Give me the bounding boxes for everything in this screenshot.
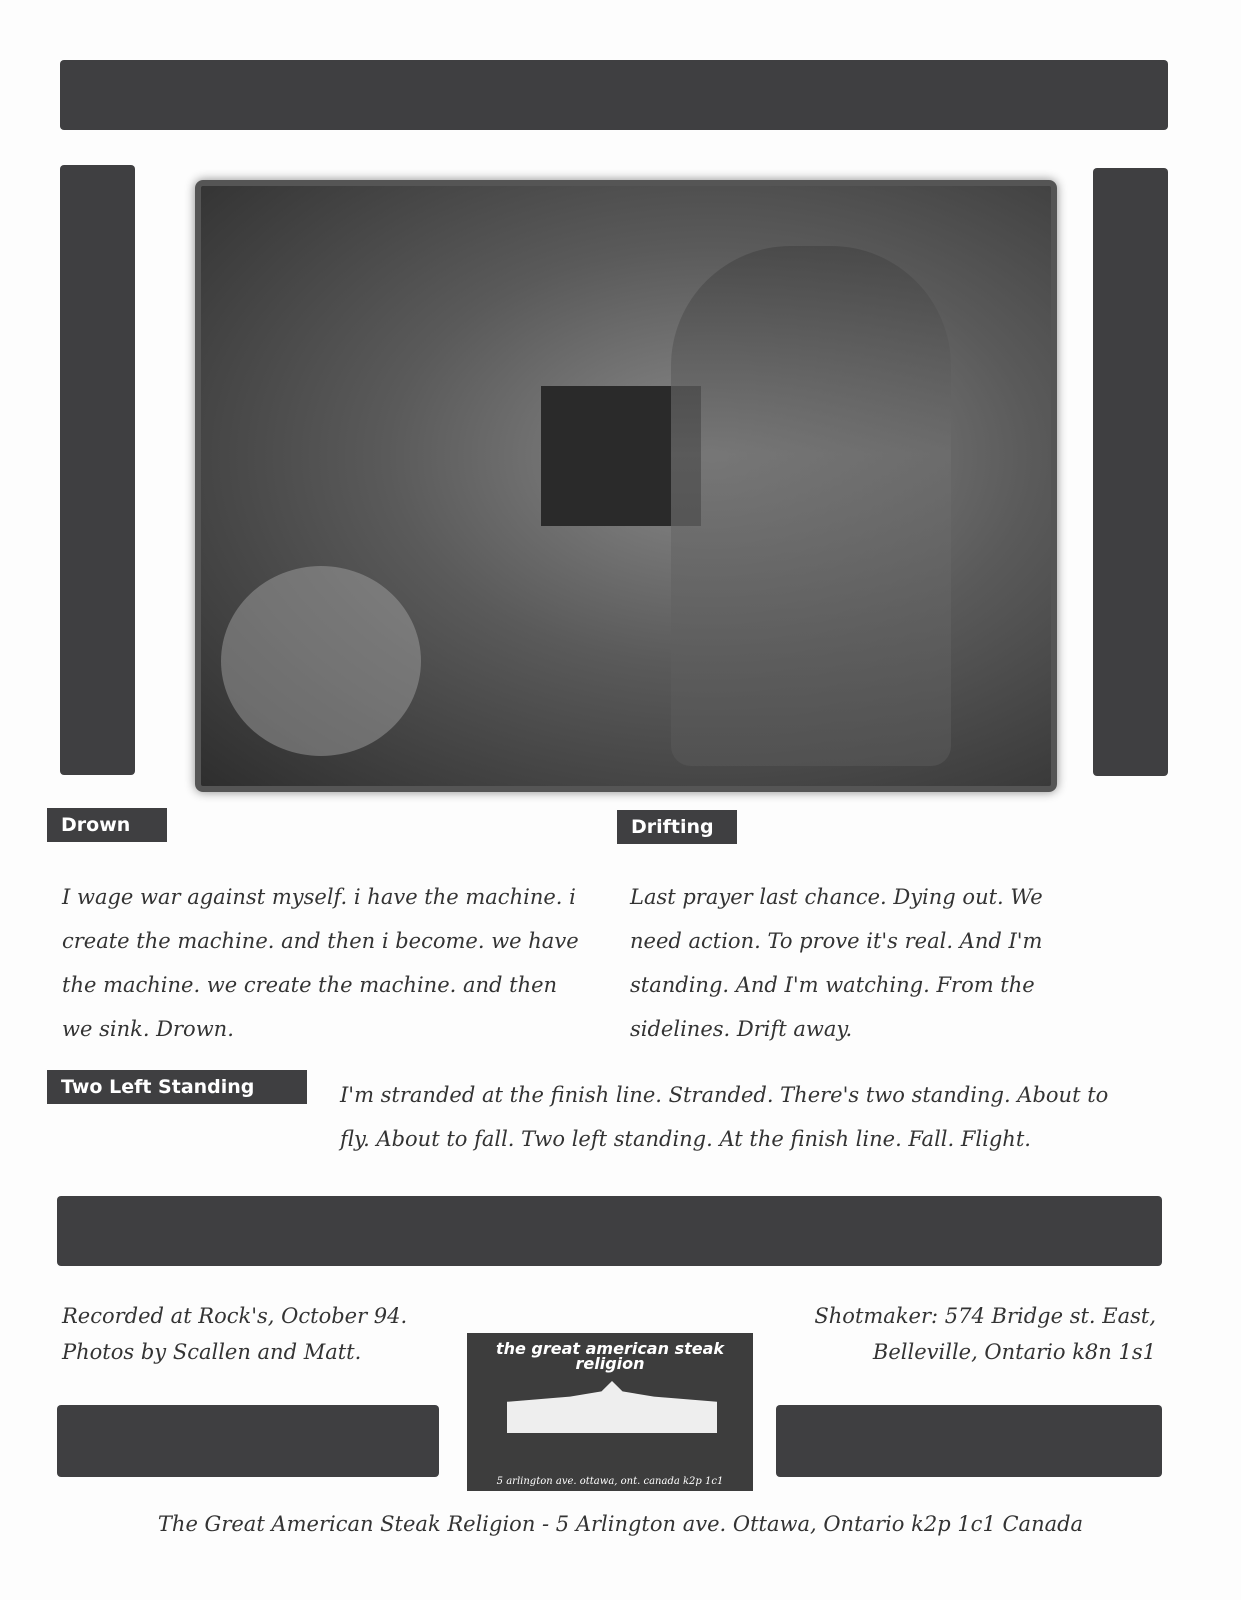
recording-credits bbox=[62, 1298, 407, 1370]
song-title-drown: Drown bbox=[47, 808, 167, 842]
bottom-right-bar bbox=[776, 1405, 1162, 1477]
lyrics-drifting: Last prayer last chance. Dying out. We need action. To prove it's real. And I'm standing. And I'm watching. From the sidelines. Drift away. bbox=[630, 885, 1043, 1041]
recorded-at: Recorded at Rock's, October 94. bbox=[62, 1304, 408, 1328]
song-title-drifting: Drifting bbox=[617, 810, 737, 844]
logo-address: 5 arlington ave. ottawa, ont. canada k2p 1c1 bbox=[496, 1476, 724, 1487]
photos-by: Photos by Scallen and Matt. bbox=[62, 1340, 362, 1364]
label-address bbox=[814, 1298, 1156, 1370]
top-bar bbox=[60, 60, 1168, 130]
logo-title: the great american steak religion bbox=[495, 1339, 725, 1373]
lyrics-drown: I wage war against myself. i have the machine. i create the machine. and then i become. we have the machine. we create the machine. and then we sink. Drown. bbox=[62, 885, 579, 1041]
right-side-bar bbox=[1093, 168, 1168, 776]
lyrics-two-left-standing: I'm stranded at the finish line. Stranded. There's two standing. About to fly. About to fall. Two left standing. At the finish line. Fall. Flight. bbox=[340, 1083, 1109, 1151]
left-side-bar bbox=[60, 165, 135, 775]
footer-address: The Great American Steak Religion - 5 Arlington ave. Ottawa, Ontario k2p 1c1 Canada bbox=[157, 1512, 1084, 1536]
song-title-two-left-standing: Two Left Standing bbox=[47, 1070, 307, 1104]
bottom-left-bar bbox=[57, 1405, 439, 1477]
middle-bar bbox=[57, 1196, 1162, 1266]
band-photo bbox=[195, 180, 1057, 792]
band-logo bbox=[467, 1333, 753, 1491]
label-address-line1: Shotmaker: 574 Bridge st. East, bbox=[814, 1304, 1156, 1328]
label-address-line2: Belleville, Ontario k8n 1s1 bbox=[872, 1340, 1156, 1364]
building-image bbox=[507, 1381, 717, 1433]
